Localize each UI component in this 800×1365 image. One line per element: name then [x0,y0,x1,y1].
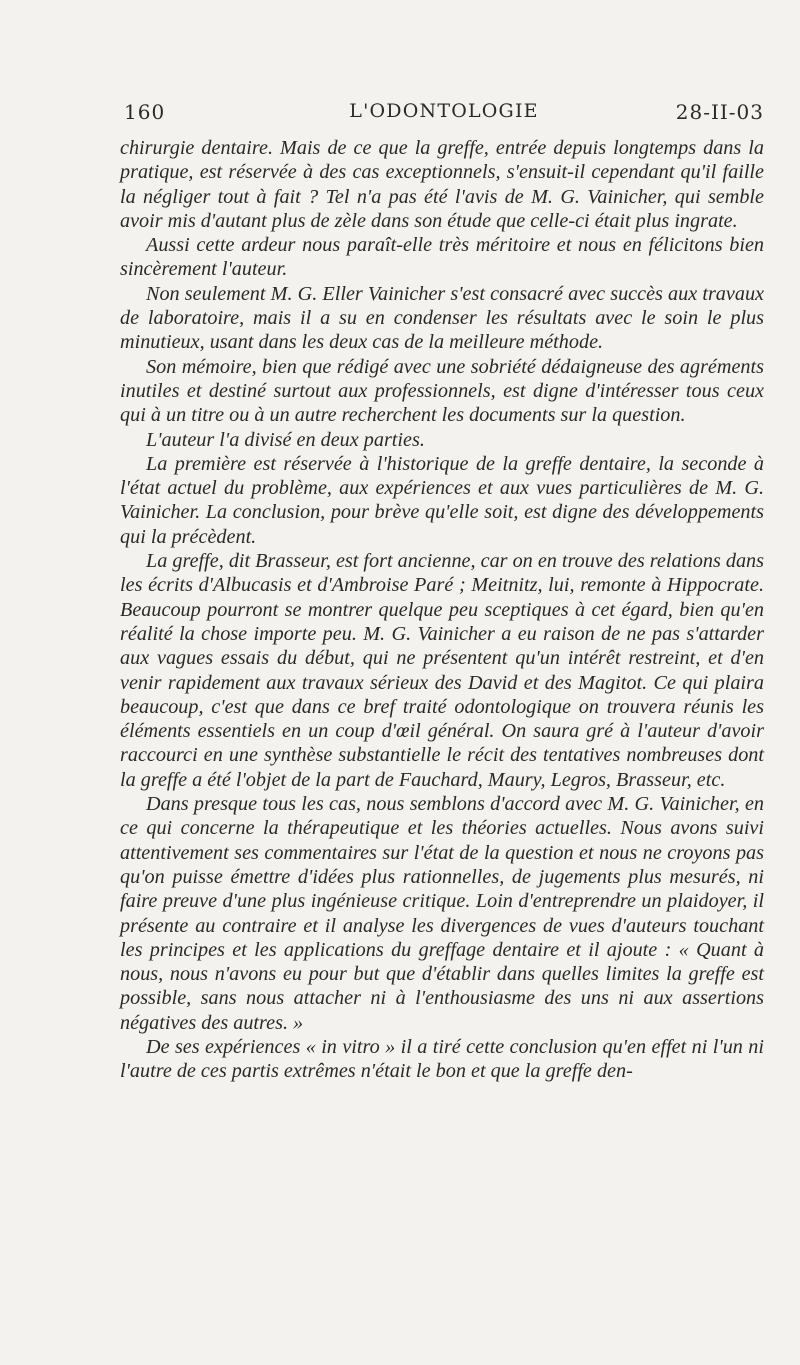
paragraph: chirurgie dentaire. Mais de ce que la greffe, entrée depuis longtemps dans la pratique, est réservée à des cas exceptionnels, s'ensuit-il cependant qu'il faille la négliger tout à fait ? Tel n'a pas été l'avis de M. G. Vainicher, qui semble avoir mis d'autant plus de zèle dans son étude que celle-ci était plus ingrate. [120,137,764,232]
paragraph: Aussi cette ardeur nous paraît-elle très méritoire et nous en félicitons bien sincèrement l'auteur. [120,234,764,281]
paragraph: La première est réservée à l'historique de la greffe dentaire, la seconde à l'état actuel du problème, aux expériences et aux vues particulières de M. G. Vainicher. La conclusion, pour brève qu'elle soit, est digne des développements qui la précèdent. [120,452,764,548]
article-body [120,136,764,1084]
paragraph: Dans presque tous les cas, nous semblons d'accord avec M. G. Vainicher, en ce qui concerne la thérapeutique et les théories actuelles. Nous avons suivi attentivement ses commentaires sur l'état de la question et nous ne croyons pas qu'on puisse émettre d'idées plus rationnelles, de jugements plus mesurés, ni faire preuve d'une plus ingénieuse critique. Loin d'entreprendre un plaidoyer, il présente au contraire et il analyse les divergences de vues d'auteurs touchant les principes et les applications du greffage dentaire et il ajoute : « Quant à nous, nous n'avons eu pour but que d'établir dans quelles limites la greffe est possible, sans nous attacher ni à l'enthousiasme des uns ni aux assertions négatives des autres. » [120,793,764,1034]
page-number: 160 [124,100,166,124]
running-header [124,100,764,130]
paragraph: L'auteur l'a divisé en deux parties. [146,428,425,451]
paragraph: Son mémoire, bien que rédigé avec une sobriété dédaigneuse des agréments inutiles et destiné surtout aux professionnels, est digne d'intéresser tous ceux qui à un titre ou à un autre recherchent les documents sur la question. [120,355,764,427]
issue-date: 28-II-03 [675,100,764,124]
paragraph: La greffe, dit Brasseur, est fort ancienne, car on en trouve des relations dans les écrits d'Albucasis et d'Ambroise Paré ; Meitnitz, lui, remonte à Hippocrate. Beaucoup pourront se montrer quelque peu sceptiques à cet égard, bien qu'en réalité la chose importe peu. M. G. Vainicher a eu raison de ne pas s'attarder aux vagues essais du début, qui ne présentent qu'un intérêt restreint, et d'en venir rapidement aux travaux sérieux des David et des Magitot. Ce qui plaira beaucoup, c'est que dans ce bref traité odontologique on trouvera réunis les éléments essentiels en un coup d'œil général. On saura gré à l'auteur d'avoir raccourci en une synthèse substantielle le récit des tentatives nombreuses dont la greffe a été l'objet de la part de Fauchard, Maury, Legros, Brasseur, etc. [120,550,764,791]
paragraph: Non seulement M. G. Eller Vainicher s'est consacré avec succès aux travaux de laboratoire, mais il a su en condenser les résultats avec le soin le plus minutieux, usant dans les deux cas de la meilleure méthode. [120,282,764,354]
journal-title: L'ODONTOLOGIE [349,100,539,122]
paragraph: De ses expériences « in vitro » il a tiré cette conclusion qu'en effet ni l'un ni l'autre de ces partis extrêmes n'était le bon et que la greffe den- [120,1035,764,1083]
